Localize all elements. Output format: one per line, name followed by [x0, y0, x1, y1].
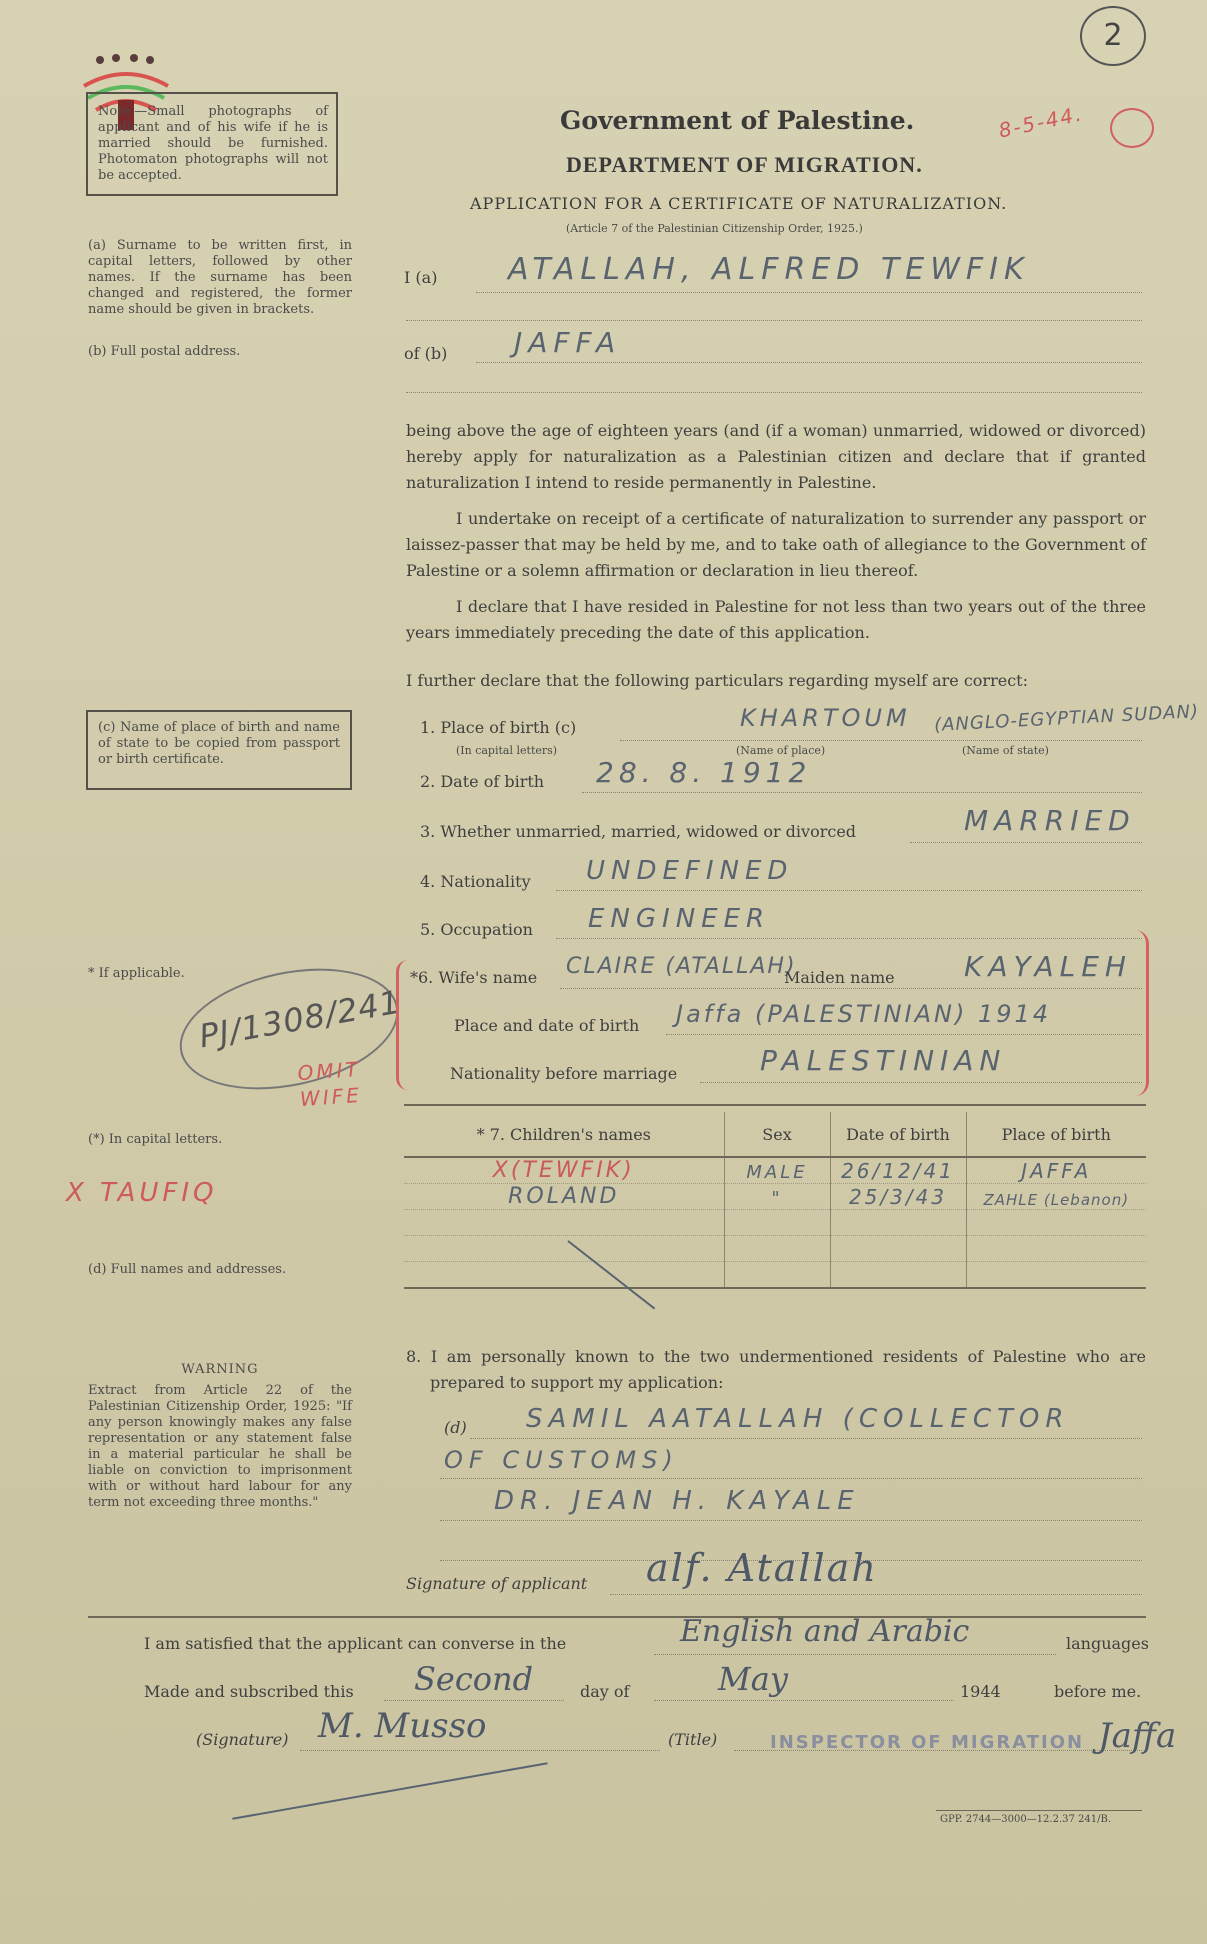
department-heading: DEPARTMENT OF MIGRATION.: [566, 152, 923, 177]
referee-line2: OF CUSTOMS): [444, 1446, 679, 1474]
warning-text: Extract from Article 22 of the Palestinian Citizenship Order, 1925: "If any person knowingly makes any false representation or any statement false in a material particular he shall be liable on conviction to imprisonment with or without hard labour for any term not exceeding three months.": [88, 1383, 352, 1510]
item1-sub: (In capital letters): [456, 744, 558, 757]
referee-line3: DR. JEAN H. KAYALE: [494, 1486, 860, 1516]
child-dob: 25/3/43: [848, 1185, 948, 1209]
wife-birth: Jaffa (PALESTINIAN) 1914: [676, 1000, 1052, 1028]
section-divider: [88, 1616, 1146, 1618]
occupation: ENGINEER: [588, 904, 771, 934]
of-label: of (b): [404, 344, 448, 363]
if-applicable-note: * If applicable.: [88, 966, 185, 981]
referee-line1: SAMIL AATALLAH (COLLECTOR: [526, 1404, 1070, 1434]
officer-signature-line: [300, 1750, 660, 1751]
wife-name: CLAIRE (ATALLAH): [566, 954, 797, 979]
place-of-birth: KHARTOUM: [740, 704, 911, 732]
officer-signature-flourish: [232, 1762, 547, 1820]
table-row: [404, 1236, 1146, 1262]
children-table: [404, 1112, 1146, 1289]
children-pob-header: Place of birth: [966, 1112, 1146, 1157]
note-c-box: [86, 710, 352, 790]
d-label: (d): [444, 1418, 467, 1437]
wife-birth-line: [666, 1034, 1142, 1035]
place-line: [620, 740, 1142, 741]
child-pob: ZAHLE (Lebanon): [983, 1191, 1130, 1209]
item6-label: *6. Wife's name: [410, 968, 538, 987]
table-row: [404, 1157, 1146, 1184]
nationality-line: [556, 890, 1142, 891]
government-heading: Government of Palestine.: [560, 106, 915, 135]
print-code: GPP. 2744—3000—12.2.37 241/B.: [940, 1814, 1112, 1825]
i-label: I (a): [404, 268, 438, 287]
applicant-name: ATALLAH, ALFRED TEWFIK: [508, 252, 1030, 287]
children-table-top-rule: [404, 1104, 1146, 1106]
child-pob: JAFFA: [1021, 1159, 1092, 1183]
day-line: [384, 1700, 564, 1701]
occupation-line: [556, 938, 1142, 939]
item2-label: 2. Date of birth: [420, 772, 545, 791]
dob-line: [582, 792, 1142, 793]
place-caption: (Name of place): [736, 744, 826, 757]
day-of: day of: [580, 1682, 630, 1701]
made-label: Made and subscribed this: [144, 1682, 354, 1701]
applicant-signature-line: [610, 1594, 1142, 1595]
title-place: Jaffa: [1098, 1716, 1177, 1756]
declaration-p2: I undertake on receipt of a certificate of naturalization to surrender any passport or laissez-passer that may be held by me, and to take oath of allegiance to the Government of Palestine or a solemn affirmation or declaration in lieu thereof.: [406, 509, 1146, 580]
declaration-p3: I declare that I have resided in Palestine for not less than two years out of the three years immediately preceding the date of this application.: [406, 597, 1146, 642]
file-ref: PJ/1308/241: [196, 982, 404, 1056]
warning-title: WARNING: [181, 1362, 259, 1377]
child-name: ROLAND: [508, 1184, 620, 1209]
nationality: UNDEFINED: [586, 856, 794, 886]
capital-letters-note: (*) In capital letters.: [88, 1132, 223, 1147]
child-name: X(TEWFIK): [492, 1158, 635, 1183]
child-sex: MALE: [746, 1162, 808, 1183]
name-line: [476, 292, 1142, 293]
officer-signature-label: (Signature): [196, 1730, 289, 1749]
referee-line-2: [440, 1478, 1142, 1479]
year: 1944: [960, 1682, 1001, 1701]
referees-intro: 8. I am personally known to the two undermentioned residents of Palestine who are prepared to support my application:: [406, 1347, 1146, 1392]
wife-bracket-right: [1128, 930, 1149, 1096]
item5-label: 5. Occupation: [420, 920, 533, 939]
item4-label: 4. Nationality: [420, 872, 531, 891]
photo-note: Note.—Small photographs of applicant and of his wife if he is married should be furnished. Photomaton photographs will not be accepted.: [98, 104, 328, 183]
applicant-signature: alf. Atallah: [646, 1546, 878, 1590]
marital-status: MARRIED: [964, 804, 1136, 837]
declaration-p1: being above the age of eighteen years (and (if a woman) unmarried, widowed or divorced) hereby apply for naturalization as a Palestinian citizen and declare that if granted naturalization I intend to reside permanently in Palestine.: [406, 421, 1146, 492]
languages-line: [654, 1654, 1056, 1655]
children-sex-header: Sex: [724, 1112, 830, 1157]
omit-wife-note: OMIT WIFE: [296, 1056, 363, 1112]
nat-before: PALESTINIAN: [760, 1044, 1007, 1077]
page-number-circle: [1080, 6, 1146, 66]
nat-before-label: Nationality before marriage: [450, 1064, 678, 1083]
month-value: May: [718, 1660, 788, 1698]
address-line-2: [406, 392, 1142, 393]
languages-value: English and Arabic: [680, 1614, 970, 1649]
children-dob-header: Date of birth: [830, 1112, 966, 1157]
declaration-p4: I further declare that the following particulars regarding myself are correct:: [406, 671, 1028, 690]
wife-birth-label: Place and date of birth: [454, 1016, 640, 1035]
marital-line: [910, 842, 1142, 843]
title-label: (Title): [668, 1730, 718, 1749]
title-stamp: INSPECTOR OF MIGRATION: [770, 1732, 1085, 1753]
officer-signature: M. Musso: [318, 1706, 487, 1746]
child-dob: 26/12/41: [841, 1159, 955, 1183]
wife-line: [560, 988, 1142, 989]
languages-post: languages: [1066, 1634, 1149, 1653]
photo-note-box: [86, 92, 338, 196]
child-sex: ": [771, 1188, 783, 1209]
address-line: [476, 362, 1142, 363]
page-number: 2: [1103, 18, 1123, 53]
application-title: APPLICATION FOR A CERTIFICATE OF NATURALIZATION.: [470, 194, 1008, 213]
day-value: Second: [414, 1660, 534, 1698]
children-name-header: * 7. Children's names: [404, 1112, 724, 1157]
table-row: [404, 1184, 1146, 1210]
note-b: (b) Full postal address.: [88, 344, 241, 359]
state-of-birth: (ANGLO-EGYPTIAN SUDAN): [933, 701, 1200, 736]
table-row: [404, 1262, 1146, 1289]
item3-label: 3. Whether unmarried, married, widowed or divorced: [420, 822, 857, 841]
article-ref: (Article 7 of the Palestinian Citizenship Order, 1925.): [566, 222, 863, 235]
note-a: (a) Surname to be written first, in capital letters, followed by other names. If the surname has been changed and registered, the former name should be given in brackets.: [88, 238, 352, 317]
wife-bracket-left: [396, 960, 417, 1090]
nat-before-line: [700, 1082, 1142, 1083]
referee-line-1: [470, 1438, 1142, 1439]
applicant-signature-label: Signature of applicant: [406, 1574, 588, 1593]
initials-circle: [1110, 108, 1154, 148]
note-d: (d) Full names and addresses.: [88, 1262, 287, 1277]
maiden-name: KAYALEH: [964, 950, 1132, 983]
table-row: [404, 1210, 1146, 1236]
before-me: before me.: [1054, 1682, 1142, 1701]
state-caption: (Name of state): [962, 744, 1049, 757]
name-line-2: [406, 320, 1142, 321]
applicant-address: JAFFA: [514, 326, 622, 359]
satisfied-text: I am satisfied that the applicant can converse in the: [144, 1634, 567, 1653]
note-c: (c) Name of place of birth and name of state to be copied from passport or birth certificate.: [98, 720, 340, 767]
maiden-label: Maiden name: [784, 968, 895, 987]
top-annotation: 8-5-44.: [996, 101, 1086, 143]
item1-label: 1. Place of birth (c): [420, 718, 577, 737]
referee-line-3: [440, 1520, 1142, 1521]
date-of-birth: 28. 8. 1912: [596, 756, 812, 789]
print-code-rule: [936, 1810, 1142, 1811]
month-line: [654, 1700, 954, 1701]
taufiq-note: X TAUFIQ: [66, 1178, 218, 1208]
